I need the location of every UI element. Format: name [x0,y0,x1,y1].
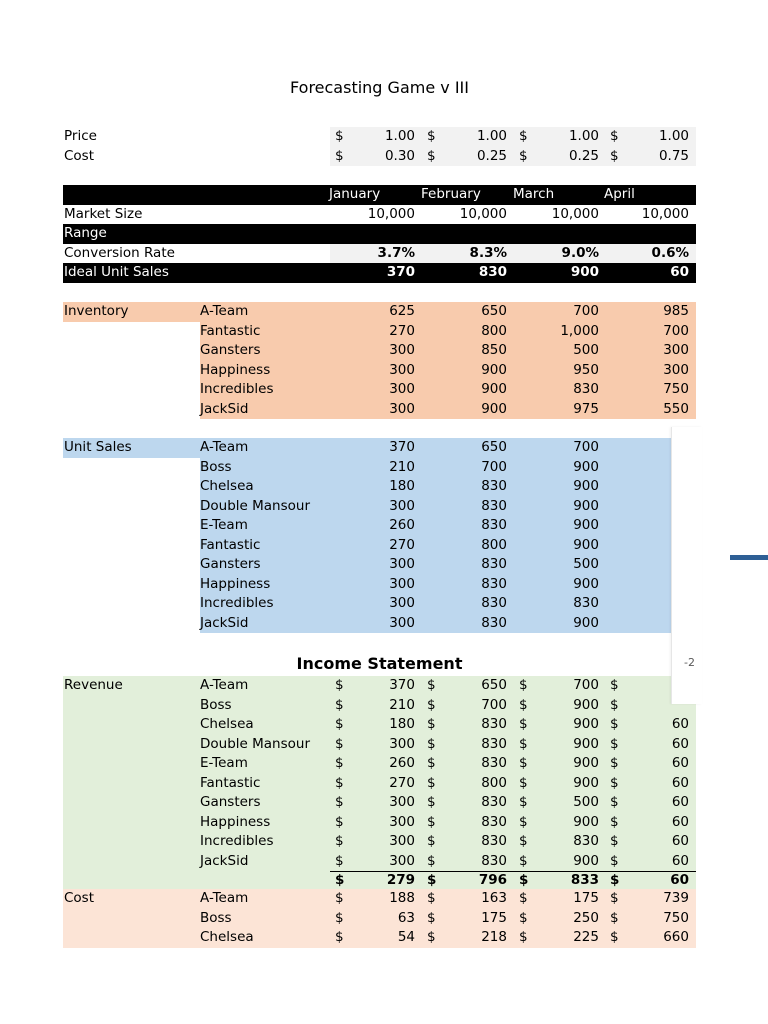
currency-symbol: $ [519,774,528,791]
month-header-april[interactable]: April [604,186,635,202]
inventory-cell[interactable]: 1,000 [560,322,599,339]
inventory-cell[interactable]: 270 [389,322,415,339]
unit-sales-cell[interactable]: 300 [389,595,415,611]
unit-sales-cell[interactable]: 300 [389,497,415,514]
unit-sales-cell[interactable]: 180 [389,478,415,494]
unit-sales-cell[interactable]: 370 [389,439,415,455]
currency-symbol: $ [335,774,344,791]
revenue-cell[interactable]: 60 [671,774,689,791]
team-name: A-Team [200,890,249,906]
inventory-cell[interactable]: 800 [481,322,507,339]
revenue-cell[interactable]: 210 [389,696,415,713]
currency-symbol: $ [335,147,344,164]
currency-symbol: $ [610,929,619,945]
revenue-row [63,754,696,774]
currency-symbol: $ [610,833,619,849]
unit-sales-cell[interactable]: 830 [481,517,507,533]
cost-cell[interactable]: 163 [481,890,507,906]
unit-sales-label: Unit Sales [64,439,132,455]
currency-symbol: $ [427,833,436,849]
cost-label: Cost [64,147,95,164]
revenue-cell[interactable]: 900 [573,852,599,869]
currency-symbol: $ [427,929,436,945]
team-name: Incredibles [200,833,274,849]
revenue-cell[interactable]: 900 [573,696,599,713]
revenue-cell[interactable]: 60 [671,852,689,869]
unit-sales-cell[interactable]: 900 [573,517,599,533]
currency-symbol: $ [427,872,437,888]
cost-cell[interactable]: 218 [481,929,507,945]
currency-symbol: $ [335,872,345,888]
cost-row [63,909,696,929]
price-cell[interactable]: 1.00 [384,128,415,144]
revenue-cell[interactable]: 60 [671,833,689,849]
unit-sales-cell[interactable]: 900 [573,614,599,631]
currency-symbol: $ [519,696,528,713]
cost-cell[interactable]: 225 [573,929,599,945]
currency-symbol: $ [610,813,619,830]
cell-fill [63,322,200,342]
currency-symbol: $ [427,909,436,926]
revenue-cell[interactable]: 60 [671,716,689,732]
currency-symbol: $ [519,735,528,752]
conversion-rate-label: Conversion Rate [64,244,175,261]
revenue-cell[interactable]: 300 [389,735,415,752]
revenue-cell[interactable]: 500 [573,794,599,810]
inventory-cell[interactable]: 985 [663,303,689,319]
currency-symbol: $ [519,890,528,906]
inventory-cell[interactable]: 700 [573,303,599,319]
cell-fill [63,361,200,381]
conversion-rate-cell[interactable]: 0.6% [651,244,689,261]
unit-sales-cell[interactable]: 210 [389,458,415,475]
cost-cell[interactable]: 54 [397,929,415,945]
team-name: E-Team [200,755,248,771]
month-header-march[interactable]: March [513,186,555,202]
team-name: Happiness [200,361,271,378]
currency-symbol: $ [610,794,619,810]
currency-symbol: $ [610,128,619,144]
revenue-cell[interactable]: 300 [389,852,415,869]
team-name: Chelsea [200,929,254,945]
unit-sales-cell[interactable]: 300 [389,575,415,592]
revenue-row [63,852,696,872]
ideal-unit-sales-cell[interactable]: 900 [570,264,599,280]
currency-symbol: $ [335,890,344,906]
currency-symbol: $ [427,794,436,810]
currency-symbol: $ [427,852,436,869]
revenue-cell[interactable]: 830 [481,794,507,810]
currency-symbol: $ [610,677,619,693]
cost-section-label: Cost [64,890,95,906]
inventory-cell[interactable]: 300 [389,400,415,417]
ideal-unit-sales-cell[interactable]: 370 [386,264,415,280]
market-size-row [63,205,696,225]
unit-sales-row [63,594,696,614]
revenue-cell[interactable]: 180 [389,716,415,732]
revenue-cell[interactable]: 830 [573,833,599,849]
team-name: JackSid [200,400,249,417]
unit-sales-cell[interactable]: 500 [573,556,599,572]
currency-symbol: $ [335,755,344,771]
cost-input-cell[interactable]: 0.25 [568,147,599,164]
cost-cell[interactable]: 175 [573,890,599,906]
revenue-total-cell[interactable]: 279 [386,872,415,888]
unit-sales-cell[interactable]: 830 [481,478,507,494]
cost-cell[interactable]: 250 [573,909,599,926]
inventory-cell[interactable]: 750 [663,381,689,397]
team-name: E-Team [200,517,248,533]
inventory-label: Inventory [64,303,129,319]
currency-symbol: $ [519,872,529,888]
team-name: Fantastic [200,322,261,339]
team-name: Happiness [200,575,271,592]
revenue-total-row [63,871,696,891]
unit-sales-cell[interactable]: 830 [481,595,507,611]
unit-sales-cell[interactable]: 800 [481,536,507,553]
inventory-cell[interactable]: 900 [481,381,507,397]
revenue-cell[interactable]: 60 [671,813,689,830]
price-cell[interactable]: 1.00 [568,128,599,144]
range-row [63,224,696,244]
revenue-cell[interactable]: 260 [389,755,415,771]
currency-symbol: $ [335,794,344,810]
currency-symbol: $ [519,833,528,849]
cost-cell[interactable]: 63 [397,909,415,926]
team-name: JackSid [200,614,249,631]
revenue-cell[interactable]: 700 [573,677,599,693]
currency-symbol: $ [519,813,528,830]
team-name: A-Team [200,677,249,693]
currency-symbol: $ [610,696,619,713]
revenue-cell[interactable]: 900 [573,774,599,791]
inventory-row [63,400,696,420]
currency-symbol: $ [610,735,619,752]
cost-input-row [63,147,696,167]
revenue-cell[interactable]: 300 [389,833,415,849]
range-label: Range [64,225,107,241]
unit-sales-row [63,497,696,517]
chart-overlay-axis-label: -2 [684,656,695,669]
cost-cell[interactable]: 750 [663,909,689,926]
currency-symbol: $ [335,833,344,849]
currency-symbol: $ [335,716,344,732]
revenue-cell[interactable]: 830 [481,852,507,869]
unit-sales-row [63,458,696,478]
unit-sales-row [63,516,696,536]
currency-symbol: $ [335,929,344,945]
revenue-label: Revenue [64,677,123,693]
income-statement-title: Income Statement [296,654,463,673]
cost-cell[interactable]: 739 [663,890,689,906]
inventory-row [63,361,696,381]
currency-symbol: $ [610,890,619,906]
market-size-cell[interactable]: 10,000 [641,205,689,222]
market-size-cell[interactable]: 10,000 [551,205,599,222]
cost-cell[interactable]: 660 [663,929,689,945]
team-name: Gansters [200,794,261,810]
unit-sales-cell[interactable]: 260 [389,517,415,533]
inventory-cell[interactable]: 300 [389,342,415,358]
unit-sales-cell[interactable]: 700 [573,439,599,455]
team-name: Happiness [200,813,271,830]
unit-sales-cell[interactable]: 270 [389,536,415,553]
currency-symbol: $ [335,128,344,144]
revenue-cell[interactable]: 60 [671,735,689,752]
team-name: A-Team [200,439,249,455]
inventory-cell[interactable]: 975 [573,400,599,417]
team-name: Incredibles [200,595,274,611]
revenue-total-cell[interactable]: 60 [670,872,689,888]
team-name: Boss [200,458,232,475]
unit-sales-cell[interactable]: 300 [389,556,415,572]
cell-fill [63,341,200,361]
revenue-cell[interactable]: 830 [481,813,507,830]
unit-sales-cell[interactable]: 830 [481,497,507,514]
currency-symbol: $ [519,755,528,771]
revenue-cell[interactable]: 370 [389,677,415,693]
unit-sales-cell[interactable]: 830 [481,575,507,592]
month-header-january[interactable]: January [329,186,381,202]
currency-symbol: $ [610,909,619,926]
price-label: Price [64,128,97,144]
unit-sales-row [63,536,696,556]
cost-row [63,928,696,948]
month-header-row [63,185,696,205]
currency-symbol: $ [427,755,436,771]
unit-sales-cell[interactable]: 830 [481,614,507,631]
unit-sales-cell[interactable]: 900 [573,458,599,475]
inventory-cell[interactable]: 900 [481,361,507,378]
inventory-row [63,322,696,342]
ideal-unit-sales-row [63,263,696,283]
revenue-cell[interactable]: 800 [481,774,507,791]
currency-symbol: $ [335,735,344,752]
revenue-cell[interactable]: 650 [481,677,507,693]
revenue-row [63,735,696,755]
team-name: Gansters [200,342,261,358]
inventory-cell[interactable]: 900 [481,400,507,417]
currency-symbol: $ [610,716,619,732]
currency-symbol: $ [519,716,528,732]
currency-symbol: $ [610,872,620,888]
revenue-total-cell[interactable]: 796 [478,872,507,888]
team-name: JackSid [200,852,249,869]
revenue-cell[interactable]: 900 [573,716,599,732]
revenue-total-cell[interactable]: 833 [570,872,599,888]
team-name: Double Mansour [200,735,311,752]
team-name: Chelsea [200,478,254,494]
revenue-cell[interactable]: 270 [389,774,415,791]
revenue-cell[interactable]: 300 [389,794,415,810]
revenue-cell[interactable]: 300 [389,813,415,830]
market-size-label: Market Size [64,205,143,222]
inventory-cell[interactable]: 650 [481,303,507,319]
currency-symbol: $ [519,929,528,945]
price-cell[interactable]: 1.00 [658,128,689,144]
currency-symbol: $ [519,128,528,144]
revenue-row [63,832,696,852]
inventory-cell[interactable]: 300 [663,361,689,378]
currency-symbol: $ [427,147,436,164]
revenue-row [63,793,696,813]
currency-symbol: $ [519,677,528,693]
revenue-cell[interactable]: 700 [481,696,507,713]
market-size-cell[interactable]: 10,000 [367,205,415,222]
currency-symbol: $ [610,774,619,791]
currency-symbol: $ [335,852,344,869]
team-name: Boss [200,696,232,713]
team-name: Fantastic [200,536,261,553]
currency-symbol: $ [519,909,528,926]
cell-fill [63,380,200,400]
inventory-row [63,302,696,322]
unit-sales-row [63,438,696,458]
unit-sales-cell[interactable]: 900 [573,497,599,514]
inventory-cell[interactable]: 300 [389,361,415,378]
inventory-cell[interactable]: 830 [573,381,599,397]
total-top-border [330,871,696,872]
revenue-cell[interactable]: 900 [573,755,599,771]
inventory-cell[interactable]: 300 [663,342,689,358]
conversion-rate-cell[interactable]: 3.7% [377,244,415,261]
team-name: A-Team [200,303,249,319]
unit-sales-cell[interactable]: 900 [573,536,599,553]
conversion-rate-cell[interactable]: 9.0% [561,244,599,261]
inventory-cell[interactable]: 950 [573,361,599,378]
unit-sales-row [63,614,696,634]
currency-symbol: $ [519,794,528,810]
unit-sales-row [63,555,696,575]
revenue-row [63,774,696,794]
revenue-cell[interactable]: 60 [671,794,689,810]
unit-sales-cell[interactable]: 650 [481,439,507,455]
currency-symbol: $ [335,909,344,926]
inventory-cell[interactable]: 625 [389,303,415,319]
cost-cell[interactable]: 188 [389,890,415,906]
currency-symbol: $ [610,147,619,164]
cost-input-cell[interactable]: 0.30 [384,147,415,164]
unit-sales-cell[interactable]: 700 [481,458,507,475]
inventory-row [63,341,696,361]
currency-symbol: $ [427,696,436,713]
currency-symbol: $ [427,128,436,144]
revenue-cell[interactable]: 830 [481,716,507,732]
month-header-february[interactable]: February [421,186,481,202]
chart-line-fragment [730,555,768,560]
currency-symbol: $ [335,677,344,693]
team-name: Incredibles [200,381,274,397]
revenue-row [63,696,696,716]
market-size-cell[interactable]: 10,000 [459,205,507,222]
currency-symbol: $ [427,716,436,732]
currency-symbol: $ [427,813,436,830]
currency-symbol: $ [610,755,619,771]
team-name: Double Mansour [200,497,311,514]
currency-symbol: $ [610,852,619,869]
revenue-cell[interactable]: 830 [481,833,507,849]
currency-symbol: $ [427,890,436,906]
inventory-cell[interactable]: 850 [481,342,507,358]
unit-sales-cell[interactable]: 900 [573,575,599,592]
unit-sales-row [63,575,696,595]
sheet-title: Forecasting Game v III [290,78,469,97]
inventory-cell[interactable]: 500 [573,342,599,358]
conversion-rate-row [63,244,696,264]
cost-input-cell[interactable]: 0.75 [658,147,689,164]
revenue-row [63,715,696,735]
cost-input-cell[interactable]: 0.25 [476,147,507,164]
revenue-cell[interactable]: 900 [573,813,599,830]
currency-symbol: $ [335,696,344,713]
unit-sales-cell[interactable]: 900 [573,478,599,494]
revenue-row [63,676,696,696]
inventory-cell[interactable]: 300 [389,381,415,397]
price-row [63,127,696,147]
ideal-unit-sales-cell[interactable]: 60 [670,264,689,280]
currency-symbol: $ [519,852,528,869]
cost-row [63,889,696,909]
revenue-cell[interactable]: 60 [671,755,689,771]
revenue-cell[interactable]: 830 [481,755,507,771]
team-name: Boss [200,909,232,926]
unit-sales-cell[interactable]: 830 [481,556,507,572]
cost-cell[interactable]: 175 [481,909,507,926]
currency-symbol: $ [519,147,528,164]
team-name: Fantastic [200,774,261,791]
currency-symbol: $ [335,813,344,830]
inventory-cell[interactable]: 550 [663,400,689,417]
unit-sales-row [63,477,696,497]
unit-sales-cell[interactable]: 830 [573,595,599,611]
revenue-cell[interactable]: 900 [573,735,599,752]
team-name: Gansters [200,556,261,572]
unit-sales-cell[interactable]: 300 [389,614,415,631]
conversion-rate-cell[interactable]: 8.3% [469,244,507,261]
price-cell[interactable]: 1.00 [476,128,507,144]
inventory-cell[interactable]: 700 [663,322,689,339]
currency-symbol: $ [427,774,436,791]
ideal-unit-sales-label: Ideal Unit Sales [64,264,169,280]
currency-symbol: $ [427,735,436,752]
currency-symbol: $ [427,677,436,693]
revenue-cell[interactable]: 830 [481,735,507,752]
ideal-unit-sales-cell[interactable]: 830 [478,264,507,280]
revenue-row [63,813,696,833]
cell-fill [63,400,200,420]
team-name: Chelsea [200,716,254,732]
inventory-row [63,380,696,400]
